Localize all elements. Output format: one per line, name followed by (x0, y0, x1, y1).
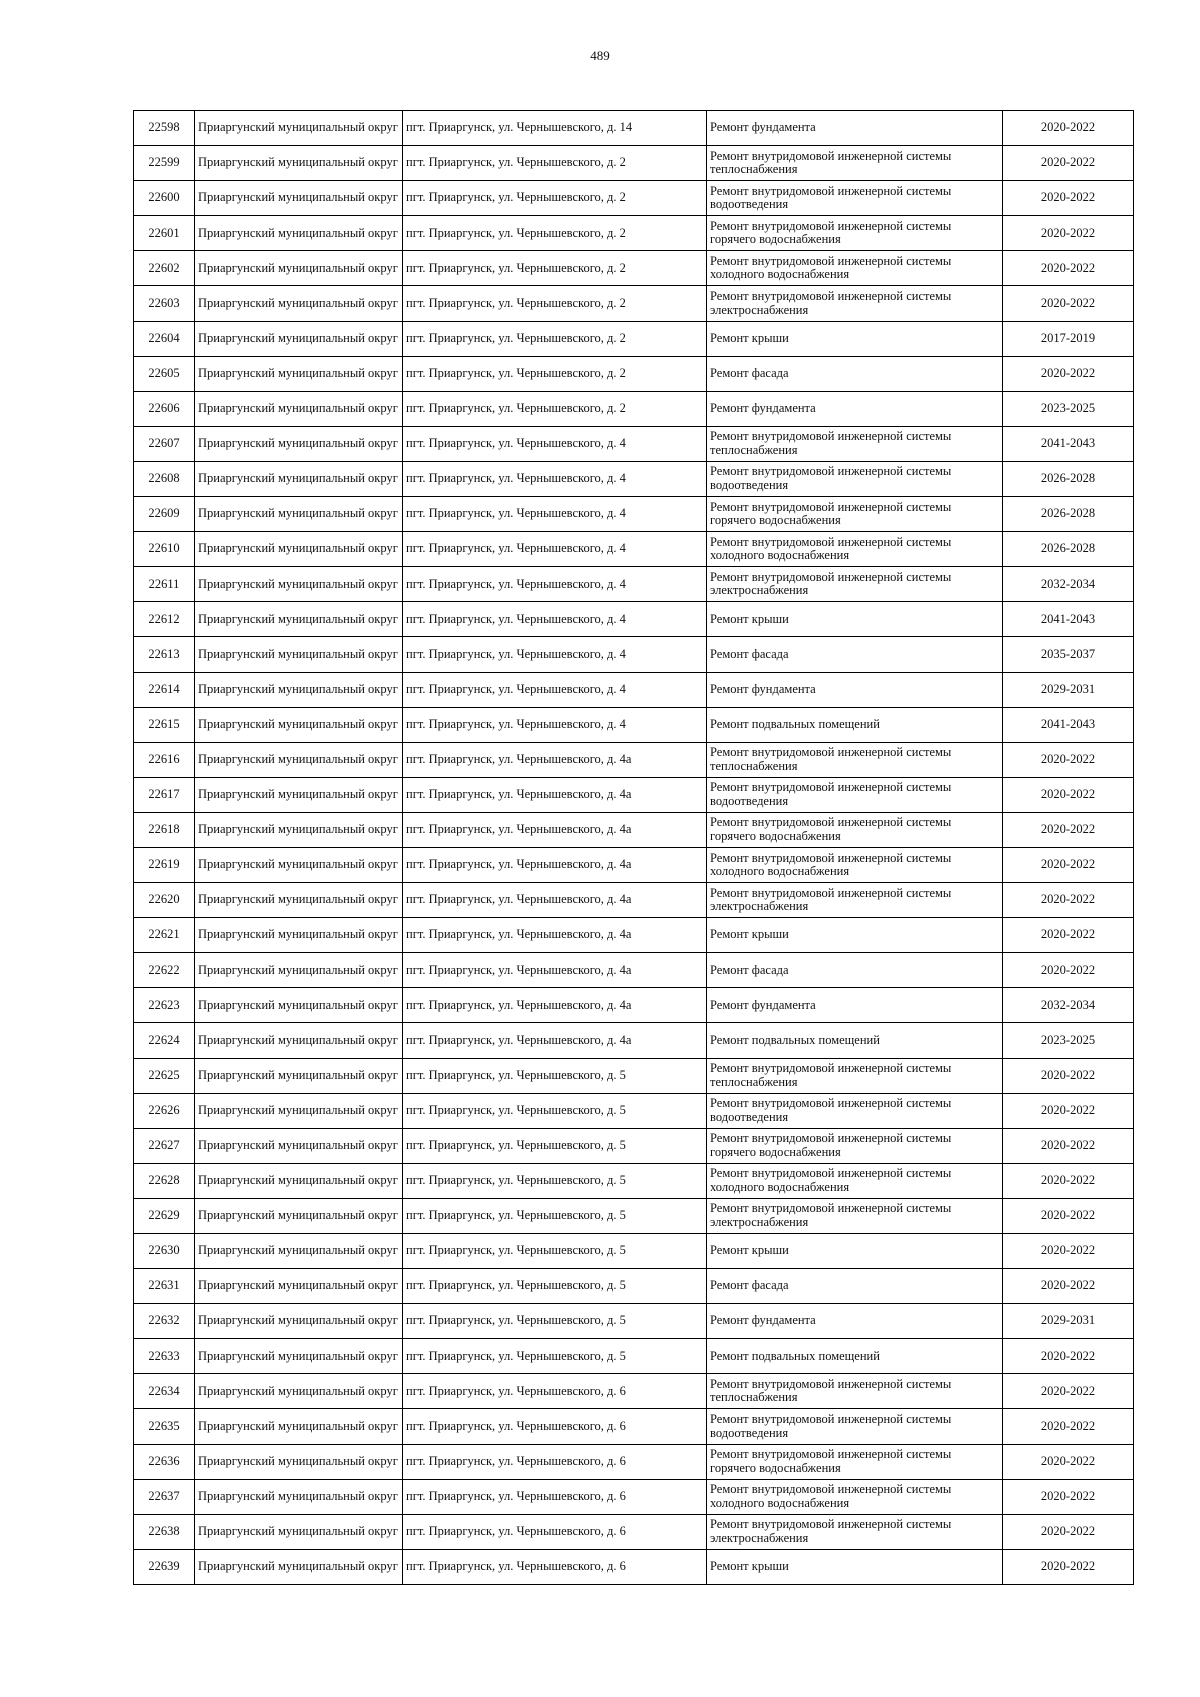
municipality-cell: Приаргунский муниципальный округ (195, 1479, 403, 1514)
table-row (134, 532, 1134, 567)
work-type-cell: Ремонт внутридомовой инженерной системы электроснабжения (707, 883, 1003, 918)
period-cell: 2020-2022 (1003, 1234, 1134, 1269)
table-row (134, 672, 1134, 707)
municipality-cell: Приаргунский муниципальный округ (195, 1058, 403, 1093)
period-cell: 2020-2022 (1003, 1163, 1134, 1198)
address-cell: пгт. Приаргунск, ул. Чернышевского, д. 4 (403, 602, 707, 637)
table-row (134, 1058, 1134, 1093)
work-type-cell: Ремонт внутридомовой инженерной системы электроснабжения (707, 286, 1003, 321)
period-cell: 2020-2022 (1003, 1058, 1134, 1093)
row-number: 22627 (134, 1128, 195, 1163)
row-number: 22619 (134, 847, 195, 882)
table-row (134, 883, 1134, 918)
work-type-cell: Ремонт внутридомовой инженерной системы теплоснабжения (707, 146, 1003, 181)
row-number: 22628 (134, 1163, 195, 1198)
address-cell: пгт. Приаргунск, ул. Чернышевского, д. 5 (403, 1128, 707, 1163)
row-number: 22638 (134, 1514, 195, 1549)
municipality-cell: Приаргунский муниципальный округ (195, 918, 403, 953)
period-cell: 2020-2022 (1003, 777, 1134, 812)
period-cell: 2020-2022 (1003, 1409, 1134, 1444)
work-type-cell: Ремонт фасада (707, 637, 1003, 672)
table-row (134, 1514, 1134, 1549)
table-row (134, 1479, 1134, 1514)
row-number: 22604 (134, 321, 195, 356)
table-row (134, 1339, 1134, 1374)
address-cell: пгт. Приаргунск, ул. Чернышевского, д. 4 (403, 426, 707, 461)
row-number: 22637 (134, 1479, 195, 1514)
row-number: 22603 (134, 286, 195, 321)
period-cell: 2020-2022 (1003, 1198, 1134, 1233)
period-cell: 2020-2022 (1003, 111, 1134, 146)
address-cell: пгт. Приаргунск, ул. Чернышевского, д. 4 (403, 637, 707, 672)
row-number: 22616 (134, 742, 195, 777)
row-number: 22626 (134, 1093, 195, 1128)
row-number: 22599 (134, 146, 195, 181)
row-number: 22624 (134, 1023, 195, 1058)
row-number: 22598 (134, 111, 195, 146)
row-number: 22609 (134, 497, 195, 532)
row-number: 22632 (134, 1304, 195, 1339)
address-cell: пгт. Приаргунск, ул. Чернышевского, д. 6 (403, 1479, 707, 1514)
period-cell: 2020-2022 (1003, 1549, 1134, 1584)
table-row (134, 461, 1134, 496)
address-cell: пгт. Приаргунск, ул. Чернышевского, д. 6 (403, 1444, 707, 1479)
work-type-cell: Ремонт подвальных помещений (707, 1023, 1003, 1058)
work-type-cell: Ремонт внутридомовой инженерной системы водоотведения (707, 181, 1003, 216)
period-cell: 2020-2022 (1003, 1514, 1134, 1549)
table-row (134, 988, 1134, 1023)
municipality-cell: Приаргунский муниципальный округ (195, 1409, 403, 1444)
municipality-cell: Приаргунский муниципальный округ (195, 567, 403, 602)
table-row (134, 251, 1134, 286)
table-row (134, 391, 1134, 426)
work-type-cell: Ремонт фундамента (707, 391, 1003, 426)
row-number: 22601 (134, 216, 195, 251)
table-row (134, 953, 1134, 988)
address-cell: пгт. Приаргунск, ул. Чернышевского, д. 4 (403, 461, 707, 496)
address-cell: пгт. Приаргунск, ул. Чернышевского, д. 2 (403, 216, 707, 251)
address-cell: пгт. Приаргунск, ул. Чернышевского, д. 4 (403, 672, 707, 707)
work-type-cell: Ремонт внутридомовой инженерной системы электроснабжения (707, 1198, 1003, 1233)
row-number: 22629 (134, 1198, 195, 1233)
municipality-cell: Приаргунский муниципальный округ (195, 812, 403, 847)
table-row (134, 1198, 1134, 1233)
row-number: 22621 (134, 918, 195, 953)
work-type-cell: Ремонт крыши (707, 1549, 1003, 1584)
address-cell: пгт. Приаргунск, ул. Чернышевского, д. 5 (403, 1093, 707, 1128)
row-number: 22611 (134, 567, 195, 602)
table-row (134, 1269, 1134, 1304)
period-cell: 2041-2043 (1003, 602, 1134, 637)
work-type-cell: Ремонт внутридомовой инженерной системы теплоснабжения (707, 1058, 1003, 1093)
address-cell: пгт. Приаргунск, ул. Чернышевского, д. 5 (403, 1198, 707, 1233)
municipality-cell: Приаргунский муниципальный округ (195, 146, 403, 181)
municipality-cell: Приаргунский муниципальный округ (195, 707, 403, 742)
address-cell: пгт. Приаргунск, ул. Чернышевского, д. 4а (403, 988, 707, 1023)
work-type-cell: Ремонт внутридомовой инженерной системы теплоснабжения (707, 1374, 1003, 1409)
period-cell: 2020-2022 (1003, 742, 1134, 777)
period-cell: 2020-2022 (1003, 1444, 1134, 1479)
municipality-cell: Приаргунский муниципальный округ (195, 1444, 403, 1479)
row-number: 22608 (134, 461, 195, 496)
row-number: 22615 (134, 707, 195, 742)
address-cell: пгт. Приаргунск, ул. Чернышевского, д. 5 (403, 1269, 707, 1304)
work-type-cell: Ремонт фасада (707, 356, 1003, 391)
period-cell: 2017-2019 (1003, 321, 1134, 356)
period-cell: 2026-2028 (1003, 461, 1134, 496)
address-cell: пгт. Приаргунск, ул. Чернышевского, д. 2 (403, 181, 707, 216)
table-row (134, 1023, 1134, 1058)
table-row (134, 286, 1134, 321)
table-row (134, 146, 1134, 181)
municipality-cell: Приаргунский муниципальный округ (195, 637, 403, 672)
municipality-cell: Приаргунский муниципальный округ (195, 602, 403, 637)
row-number: 22612 (134, 602, 195, 637)
table-row (134, 812, 1134, 847)
period-cell: 2020-2022 (1003, 812, 1134, 847)
address-cell: пгт. Приаргунск, ул. Чернышевского, д. 5 (403, 1234, 707, 1269)
work-type-cell: Ремонт внутридомовой инженерной системы горячего водоснабжения (707, 216, 1003, 251)
table-row (134, 1234, 1134, 1269)
work-type-cell: Ремонт внутридомовой инженерной системы теплоснабжения (707, 742, 1003, 777)
municipality-cell: Приаргунский муниципальный округ (195, 461, 403, 496)
municipality-cell: Приаргунский муниципальный округ (195, 497, 403, 532)
table-row (134, 637, 1134, 672)
work-type-cell: Ремонт внутридомовой инженерной системы холодного водоснабжения (707, 847, 1003, 882)
municipality-cell: Приаргунский муниципальный округ (195, 847, 403, 882)
address-cell: пгт. Приаргунск, ул. Чернышевского, д. 2 (403, 146, 707, 181)
page-number: 489 (590, 48, 610, 63)
municipality-cell: Приаргунский муниципальный округ (195, 216, 403, 251)
table-row (134, 1163, 1134, 1198)
municipality-cell: Приаргунский муниципальный округ (195, 1023, 403, 1058)
table-row (134, 918, 1134, 953)
row-number: 22620 (134, 883, 195, 918)
row-number: 22602 (134, 251, 195, 286)
period-cell: 2020-2022 (1003, 883, 1134, 918)
work-type-cell: Ремонт крыши (707, 1234, 1003, 1269)
address-cell: пгт. Приаргунск, ул. Чернышевского, д. 2 (403, 321, 707, 356)
period-cell: 2026-2028 (1003, 497, 1134, 532)
work-type-cell: Ремонт внутридомовой инженерной системы водоотведения (707, 1093, 1003, 1128)
period-cell: 2020-2022 (1003, 1374, 1134, 1409)
work-type-cell: Ремонт внутридомовой инженерной системы водоотведения (707, 461, 1003, 496)
work-type-cell: Ремонт внутридомовой инженерной системы электроснабжения (707, 567, 1003, 602)
address-cell: пгт. Приаргунск, ул. Чернышевского, д. 6 (403, 1409, 707, 1444)
period-cell: 2023-2025 (1003, 391, 1134, 426)
work-type-cell: Ремонт внутридомовой инженерной системы теплоснабжения (707, 426, 1003, 461)
municipality-cell: Приаргунский муниципальный округ (195, 1374, 403, 1409)
row-number: 22617 (134, 777, 195, 812)
municipality-cell: Приаргунский муниципальный округ (195, 321, 403, 356)
period-cell: 2029-2031 (1003, 1304, 1134, 1339)
address-cell: пгт. Приаргунск, ул. Чернышевского, д. 5 (403, 1058, 707, 1093)
period-cell: 2020-2022 (1003, 847, 1134, 882)
work-type-cell: Ремонт внутридомовой инженерной системы холодного водоснабжения (707, 532, 1003, 567)
period-cell: 2029-2031 (1003, 672, 1134, 707)
address-cell: пгт. Приаргунск, ул. Чернышевского, д. 5 (403, 1163, 707, 1198)
address-cell: пгт. Приаргунск, ул. Чернышевского, д. 4 (403, 532, 707, 567)
municipality-cell: Приаргунский муниципальный округ (195, 286, 403, 321)
row-number: 22633 (134, 1339, 195, 1374)
period-cell: 2041-2043 (1003, 707, 1134, 742)
work-type-cell: Ремонт внутридомовой инженерной системы водоотведения (707, 1409, 1003, 1444)
row-number: 22625 (134, 1058, 195, 1093)
table-row (134, 742, 1134, 777)
municipality-cell: Приаргунский муниципальный округ (195, 1269, 403, 1304)
municipality-cell: Приаргунский муниципальный округ (195, 181, 403, 216)
municipality-cell: Приаргунский муниципальный округ (195, 883, 403, 918)
table-row (134, 847, 1134, 882)
table-row (134, 426, 1134, 461)
work-type-cell: Ремонт крыши (707, 602, 1003, 637)
table-row (134, 777, 1134, 812)
address-cell: пгт. Приаргунск, ул. Чернышевского, д. 4а (403, 1023, 707, 1058)
municipality-cell: Приаргунский муниципальный округ (195, 1549, 403, 1584)
period-cell: 2041-2043 (1003, 426, 1134, 461)
period-cell: 2032-2034 (1003, 567, 1134, 602)
row-number: 22634 (134, 1374, 195, 1409)
address-cell: пгт. Приаргунск, ул. Чернышевского, д. 14 (403, 111, 707, 146)
municipality-cell: Приаргунский муниципальный округ (195, 1304, 403, 1339)
row-number: 22635 (134, 1409, 195, 1444)
period-cell: 2020-2022 (1003, 953, 1134, 988)
table-row (134, 1093, 1134, 1128)
address-cell: пгт. Приаргунск, ул. Чернышевского, д. 4 (403, 497, 707, 532)
address-cell: пгт. Приаргунск, ул. Чернышевского, д. 5 (403, 1304, 707, 1339)
period-cell: 2023-2025 (1003, 1023, 1134, 1058)
row-number: 22605 (134, 356, 195, 391)
row-number: 22610 (134, 532, 195, 567)
work-type-cell: Ремонт подвальных помещений (707, 707, 1003, 742)
work-type-cell: Ремонт фасада (707, 953, 1003, 988)
work-type-cell: Ремонт крыши (707, 918, 1003, 953)
municipality-cell: Приаргунский муниципальный округ (195, 1339, 403, 1374)
period-cell: 2026-2028 (1003, 532, 1134, 567)
period-cell: 2035-2037 (1003, 637, 1134, 672)
row-number: 22630 (134, 1234, 195, 1269)
address-cell: пгт. Приаргунск, ул. Чернышевского, д. 2 (403, 391, 707, 426)
work-type-cell: Ремонт внутридомовой инженерной системы горячего водоснабжения (707, 497, 1003, 532)
municipality-cell: Приаргунский муниципальный округ (195, 988, 403, 1023)
municipality-cell: Приаргунский муниципальный округ (195, 777, 403, 812)
row-number: 22623 (134, 988, 195, 1023)
address-cell: пгт. Приаргунск, ул. Чернышевского, д. 4а (403, 777, 707, 812)
row-number: 22639 (134, 1549, 195, 1584)
municipality-cell: Приаргунский муниципальный округ (195, 426, 403, 461)
work-type-cell: Ремонт внутридомовой инженерной системы холодного водоснабжения (707, 1479, 1003, 1514)
work-type-cell: Ремонт внутридомовой инженерной системы холодного водоснабжения (707, 251, 1003, 286)
row-number: 22618 (134, 812, 195, 847)
table-body (134, 111, 1134, 1585)
table-row (134, 216, 1134, 251)
address-cell: пгт. Приаргунск, ул. Чернышевского, д. 6 (403, 1374, 707, 1409)
period-cell: 2032-2034 (1003, 988, 1134, 1023)
address-cell: пгт. Приаргунск, ул. Чернышевского, д. 2 (403, 356, 707, 391)
row-number: 22631 (134, 1269, 195, 1304)
address-cell: пгт. Приаргунск, ул. Чернышевского, д. 6 (403, 1549, 707, 1584)
municipality-cell: Приаргунский муниципальный округ (195, 1198, 403, 1233)
work-type-cell: Ремонт внутридомовой инженерной системы горячего водоснабжения (707, 812, 1003, 847)
municipality-cell: Приаргунский муниципальный округ (195, 391, 403, 426)
work-type-cell: Ремонт внутридомовой инженерной системы электроснабжения (707, 1514, 1003, 1549)
period-cell: 2020-2022 (1003, 1339, 1134, 1374)
address-cell: пгт. Приаргунск, ул. Чернышевского, д. 2 (403, 286, 707, 321)
period-cell: 2020-2022 (1003, 146, 1134, 181)
work-type-cell: Ремонт внутридомовой инженерной системы горячего водоснабжения (707, 1444, 1003, 1479)
table-row (134, 321, 1134, 356)
row-number: 22607 (134, 426, 195, 461)
work-type-cell: Ремонт фундамента (707, 672, 1003, 707)
work-type-cell: Ремонт фундамента (707, 111, 1003, 146)
address-cell: пгт. Приаргунск, ул. Чернышевского, д. 4а (403, 742, 707, 777)
address-cell: пгт. Приаргунск, ул. Чернышевского, д. 4 (403, 707, 707, 742)
row-number: 22613 (134, 637, 195, 672)
municipality-cell: Приаргунский муниципальный округ (195, 1514, 403, 1549)
period-cell: 2020-2022 (1003, 1269, 1134, 1304)
table-row (134, 1444, 1134, 1479)
table-row (134, 356, 1134, 391)
address-cell: пгт. Приаргунск, ул. Чернышевского, д. 4а (403, 883, 707, 918)
period-cell: 2020-2022 (1003, 1128, 1134, 1163)
table-row (134, 111, 1134, 146)
address-cell: пгт. Приаргунск, ул. Чернышевского, д. 4 (403, 567, 707, 602)
municipality-cell: Приаргунский муниципальный округ (195, 742, 403, 777)
municipality-cell: Приаргунский муниципальный округ (195, 953, 403, 988)
address-cell: пгт. Приаргунск, ул. Чернышевского, д. 2 (403, 251, 707, 286)
table-row (134, 1128, 1134, 1163)
table-row (134, 567, 1134, 602)
period-cell: 2020-2022 (1003, 286, 1134, 321)
table-row (134, 181, 1134, 216)
address-cell: пгт. Приаргунск, ул. Чернышевского, д. 4а (403, 847, 707, 882)
table-row (134, 497, 1134, 532)
work-type-cell: Ремонт фундамента (707, 988, 1003, 1023)
table-row (134, 707, 1134, 742)
address-cell: пгт. Приаргунск, ул. Чернышевского, д. 5 (403, 1339, 707, 1374)
municipality-cell: Приаргунский муниципальный округ (195, 672, 403, 707)
repair-schedule-table (133, 110, 1134, 1585)
address-cell: пгт. Приаргунск, ул. Чернышевского, д. 4а (403, 918, 707, 953)
municipality-cell: Приаргунский муниципальный округ (195, 1128, 403, 1163)
municipality-cell: Приаргунский муниципальный округ (195, 1234, 403, 1269)
municipality-cell: Приаргунский муниципальный округ (195, 532, 403, 567)
row-number: 22636 (134, 1444, 195, 1479)
period-cell: 2020-2022 (1003, 216, 1134, 251)
work-type-cell: Ремонт внутридомовой инженерной системы водоотведения (707, 777, 1003, 812)
work-type-cell: Ремонт внутридомовой инженерной системы горячего водоснабжения (707, 1128, 1003, 1163)
period-cell: 2020-2022 (1003, 251, 1134, 286)
municipality-cell: Приаргунский муниципальный округ (195, 1163, 403, 1198)
work-type-cell: Ремонт фундамента (707, 1304, 1003, 1339)
municipality-cell: Приаргунский муниципальный округ (195, 1093, 403, 1128)
municipality-cell: Приаргунский муниципальный округ (195, 111, 403, 146)
address-cell: пгт. Приаргунск, ул. Чернышевского, д. 4а (403, 812, 707, 847)
work-type-cell: Ремонт крыши (707, 321, 1003, 356)
row-number: 22614 (134, 672, 195, 707)
row-number: 22622 (134, 953, 195, 988)
period-cell: 2020-2022 (1003, 918, 1134, 953)
municipality-cell: Приаргунский муниципальный округ (195, 251, 403, 286)
row-number: 22606 (134, 391, 195, 426)
period-cell: 2020-2022 (1003, 1479, 1134, 1514)
period-cell: 2020-2022 (1003, 1093, 1134, 1128)
row-number: 22600 (134, 181, 195, 216)
table-row (134, 1409, 1134, 1444)
municipality-cell: Приаргунский муниципальный округ (195, 356, 403, 391)
table-row (134, 1374, 1134, 1409)
work-type-cell: Ремонт внутридомовой инженерной системы холодного водоснабжения (707, 1163, 1003, 1198)
period-cell: 2020-2022 (1003, 181, 1134, 216)
period-cell: 2020-2022 (1003, 356, 1134, 391)
address-cell: пгт. Приаргунск, ул. Чернышевского, д. 6 (403, 1514, 707, 1549)
work-type-cell: Ремонт фасада (707, 1269, 1003, 1304)
address-cell: пгт. Приаргунск, ул. Чернышевского, д. 4а (403, 953, 707, 988)
work-type-cell: Ремонт подвальных помещений (707, 1339, 1003, 1374)
table-row (134, 1304, 1134, 1339)
table-row (134, 602, 1134, 637)
table-row (134, 1549, 1134, 1584)
